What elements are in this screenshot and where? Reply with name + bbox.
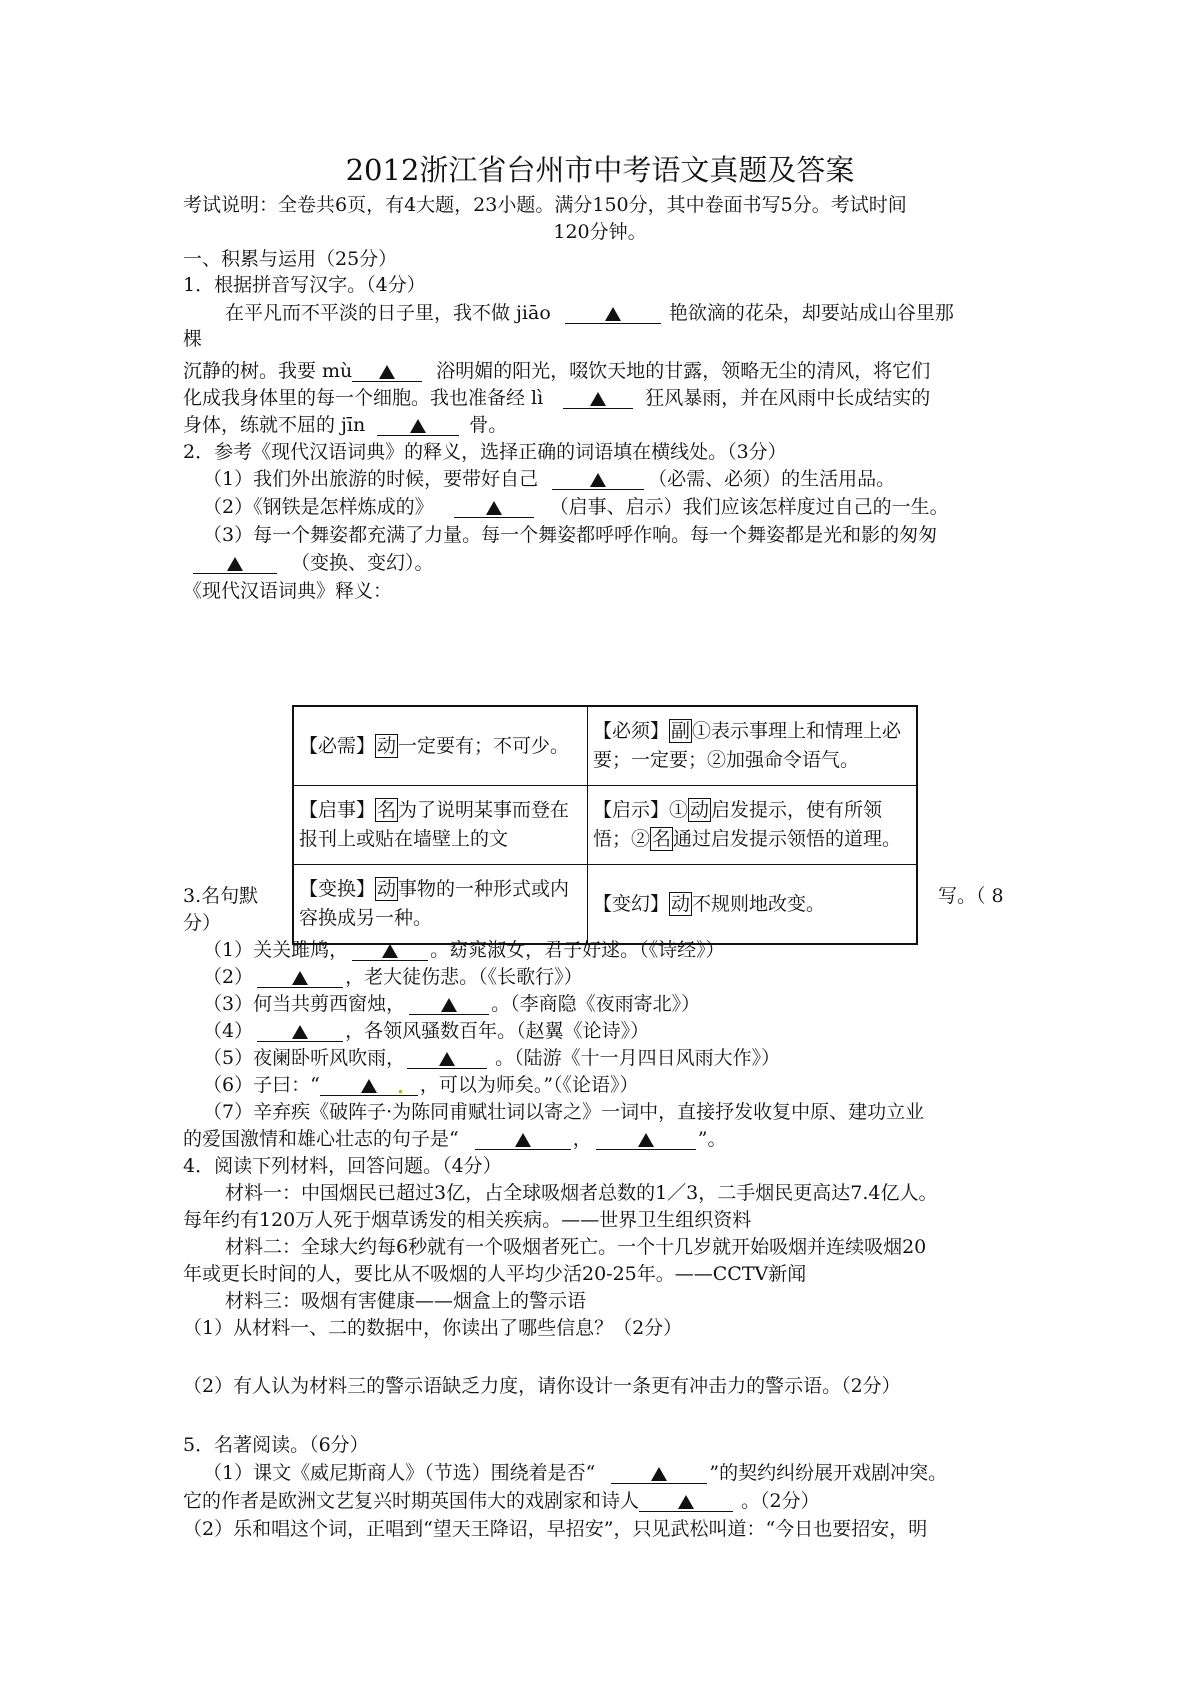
text: 浴明媚的阳光，啜饮天地的甘露，领略无尘的清风，将它们 <box>436 360 931 382</box>
text: 艳欲滴的花朵，却要站成山谷里那 <box>668 302 954 324</box>
question-5-title: 5．名著阅读。（6分） <box>183 1434 369 1456</box>
entry-definition: 一定要有；不可少。 <box>398 734 570 757</box>
answer-blank[interactable] <box>352 361 422 382</box>
pos-tag: 副 <box>671 720 691 742</box>
text: 狂风暴雨，并在风雨中长成结实的 <box>645 387 931 409</box>
pos-tag: 名 <box>652 828 672 850</box>
pos-tag: 动 <box>377 878 397 900</box>
question-5-line <box>203 1460 947 1486</box>
triangle-icon <box>486 501 502 515</box>
table-cell <box>293 786 588 865</box>
answer-blank[interactable] <box>320 1075 418 1096</box>
triangle-icon <box>590 392 606 406</box>
question-2-title: 2．参考《现代汉语词典》的释义，选择正确的词语填在横线处。（3分） <box>183 441 787 463</box>
text: （3）何当共剪西窗烛， <box>203 993 406 1015</box>
question-3-item <box>203 1045 780 1071</box>
answer-blank[interactable] <box>563 388 633 409</box>
answer-blank[interactable] <box>352 940 428 961</box>
text: 的爱国激情和雄心壮志的句子是“ <box>183 1128 459 1150</box>
text: ”的契约纠纷展开戏剧冲突。 <box>709 1462 948 1484</box>
question-1-line: 棵 <box>183 328 203 350</box>
triangle-icon <box>361 1079 377 1093</box>
page-title: 2012浙江省台州市中考语文真题及答案 <box>345 153 855 187</box>
text: ”。 <box>697 1128 727 1150</box>
triangle-icon <box>439 1052 455 1066</box>
text: （启事、启示）我们应该怎样度过自己的一生。 <box>549 496 949 518</box>
text: （变换、变幻）。 <box>291 552 434 574</box>
text: （必需、必须）的生活用品。 <box>648 468 896 490</box>
dictionary-label: 《现代汉语词典》释义： <box>183 580 393 602</box>
section-heading: 一、积累与运用（25分） <box>183 248 398 270</box>
answer-blank[interactable] <box>407 1048 487 1069</box>
answer-blank[interactable] <box>257 1021 343 1042</box>
question-3-item <box>203 937 725 963</box>
table-row <box>293 786 917 865</box>
entry-head: 【启事】 <box>299 799 376 821</box>
text: 化成我身体里的每一个细胞。我也准备经 lì <box>183 387 544 409</box>
text: 身体，练就不屈的 jīn <box>183 414 366 436</box>
table-row <box>293 865 917 945</box>
triangle-icon <box>638 1133 654 1147</box>
question-3-title: 分） <box>183 912 222 934</box>
triangle-icon <box>227 557 243 571</box>
text: 骨。 <box>469 414 508 436</box>
triangle-icon <box>441 998 457 1012</box>
entry-number: ① <box>669 799 689 821</box>
material-text: 每年约有120万人死于烟草诱发的相关疾病。——世界卫生组织资料 <box>183 1209 752 1231</box>
entry-definition: 通过启发提示领悟的道理。 <box>673 828 902 850</box>
pos-tag: 名 <box>377 799 397 821</box>
text: 。（陆游《十一月四日风雨大作》） <box>495 1047 781 1069</box>
answer-blank[interactable] <box>377 415 459 436</box>
text: 它的作者是欧洲文艺复兴时期英国伟大的戏剧家和诗人 <box>183 1490 640 1512</box>
answer-blank[interactable] <box>565 303 661 324</box>
answer-blank[interactable] <box>639 1491 733 1512</box>
text: （4） <box>203 1020 254 1042</box>
answer-blank[interactable] <box>257 967 343 988</box>
material-text: 年或更长时间的人，要比从不吸烟的人平均少活20-25年。——CCTV新闻 <box>183 1263 807 1285</box>
text: （5）夜阑卧听风吹雨， <box>203 1047 406 1069</box>
sub-question: （1）从材料一、二的数据中，你读出了哪些信息？（2分） <box>183 1317 683 1339</box>
pos-tag: 动 <box>671 892 691 915</box>
table-cell <box>293 865 588 945</box>
question-3-item <box>203 991 700 1017</box>
question-4-title: 4．阅读下列材料，回答问题。（4分） <box>183 1155 502 1177</box>
answer-blank[interactable] <box>596 1129 696 1150</box>
text: 。（2分） <box>741 1490 820 1512</box>
triangle-icon <box>379 365 395 379</box>
triangle-icon <box>292 1025 308 1039</box>
question-2-sentence <box>203 466 895 492</box>
entry-head: 【必须】 <box>593 720 670 742</box>
table-cell <box>588 706 918 786</box>
text: 。窈窕淑女，君子好逑。（《诗经》） <box>430 939 725 961</box>
text: （2）《钢铁是怎样炼成的》 <box>203 496 434 518</box>
triangle-icon <box>515 1133 531 1147</box>
sub-question: （2）有人认为材料三的警示语缺乏力度，请你设计一条更有冲击力的警示语。（2分） <box>183 1375 901 1397</box>
triangle-icon <box>292 971 308 985</box>
table-cell <box>588 786 918 865</box>
answer-blank[interactable] <box>611 1463 707 1484</box>
triangle-icon <box>382 944 398 958</box>
question-1-line <box>183 358 930 384</box>
question-3-title: 3.名句默 <box>183 885 259 907</box>
material-text: 材料一：中国烟民已超过3亿，占全球吸烟者总数的1／3，二手烟民更高达7.4亿人。 <box>225 1182 938 1204</box>
text: 沉静的树。我要 mù <box>183 360 353 382</box>
text: （1）我们外出旅游的时候，要带好自己 <box>203 468 539 490</box>
material-text: 材料三：吸烟有害健康——烟盒上的警示语 <box>225 1290 587 1312</box>
pos-tag: 动 <box>690 799 710 821</box>
entry-definition: 事物的一种形式或内容换成另一种。 <box>299 878 570 929</box>
question-1-line <box>183 385 930 411</box>
dictionary-table <box>292 705 918 945</box>
table-cell <box>293 706 588 786</box>
question-1-line <box>183 412 507 438</box>
triangle-icon <box>590 473 606 487</box>
triangle-icon <box>651 1467 667 1481</box>
material-text: 材料二：全球大约每6秒就有一个吸烟者死亡。一个十几岁就开始吸烟并连续吸烟20 <box>225 1236 927 1258</box>
entry-definition: ①表示事理上和情理上必要；一定要；②加强命令语气。 <box>593 720 902 771</box>
question-3-item <box>203 964 583 990</box>
triangle-icon <box>678 1495 694 1509</box>
entry-head: 【变幻】 <box>593 892 670 915</box>
answer-blank[interactable] <box>409 994 489 1015</box>
text: （2） <box>203 966 254 988</box>
question-2-sentence: （3）每一个舞姿都充满了力量。每一个舞姿都呼呼作响。每一个舞姿都是光和影的匆匆 <box>203 524 938 546</box>
table-cell <box>588 865 918 945</box>
entry-head: 【启示】 <box>593 799 670 821</box>
text: 。（李商隐《夜雨寄北》） <box>491 993 701 1015</box>
entry-head: 【必需】 <box>299 734 376 757</box>
question-5-line <box>183 1488 820 1514</box>
triangle-icon <box>605 307 621 321</box>
answer-blank[interactable] <box>454 497 534 518</box>
exam-instructions: 考试说明：全卷共6页，有4大题，23小题。满分150分，其中卷面书写5分。考试时间 <box>183 194 907 216</box>
answer-blank[interactable] <box>475 1129 571 1150</box>
exam-duration: 120分钟。 <box>553 221 647 243</box>
text: ，老大徒伤悲。（《长歌行》） <box>345 966 583 988</box>
question-2-sentence <box>203 494 949 520</box>
entry-definition: 启发提示，使有所领悟；② <box>593 799 883 850</box>
answer-blank[interactable] <box>193 553 277 574</box>
text: 在平凡而不平淡的日子里，我不做 jiāo <box>225 302 551 324</box>
text: （1）关关雎鸠， <box>203 939 349 961</box>
triangle-icon <box>410 419 426 433</box>
text: （6）子曰：“ <box>203 1074 320 1096</box>
text: ， <box>572 1128 592 1150</box>
table-row <box>293 706 917 786</box>
text: （1）课文《威尼斯商人》（节选）围绕着是否“ <box>203 1462 596 1484</box>
question-1-title: 1．根据拼音写汉字。（4分） <box>183 274 426 296</box>
question-3-item <box>203 1018 649 1044</box>
question-2-sentence <box>193 550 434 576</box>
mark-dot <box>399 1090 402 1093</box>
text: ，可以为师矣。”（《论语》） <box>419 1074 639 1096</box>
question-1-line <box>225 300 954 326</box>
question-3-item: （7）辛弃疾《破阵子·为陈同甫赋壮词以寄之》一词中，直接抒发收复中原、建功立业 <box>203 1101 925 1123</box>
answer-blank[interactable] <box>552 469 644 490</box>
entry-head: 【变换】 <box>299 878 376 900</box>
entry-definition: 不规则地改变。 <box>692 892 826 915</box>
question-3-title: 写。（ 8 <box>938 885 1004 907</box>
entry-definition: 为了说明某事而登在报刊上或贴在墙壁上的文 <box>299 799 570 850</box>
question-5-line: （2）乐和唱这个词，正唱到“望天王降诏，早招安”，只见武松叫道：“今日也要招安，明 <box>183 1518 928 1540</box>
pos-tag: 动 <box>377 734 397 757</box>
question-3-item <box>203 1072 639 1098</box>
text: ，各领风骚数百年。（赵翼《论诗》） <box>345 1020 650 1042</box>
question-3-item <box>183 1126 727 1152</box>
